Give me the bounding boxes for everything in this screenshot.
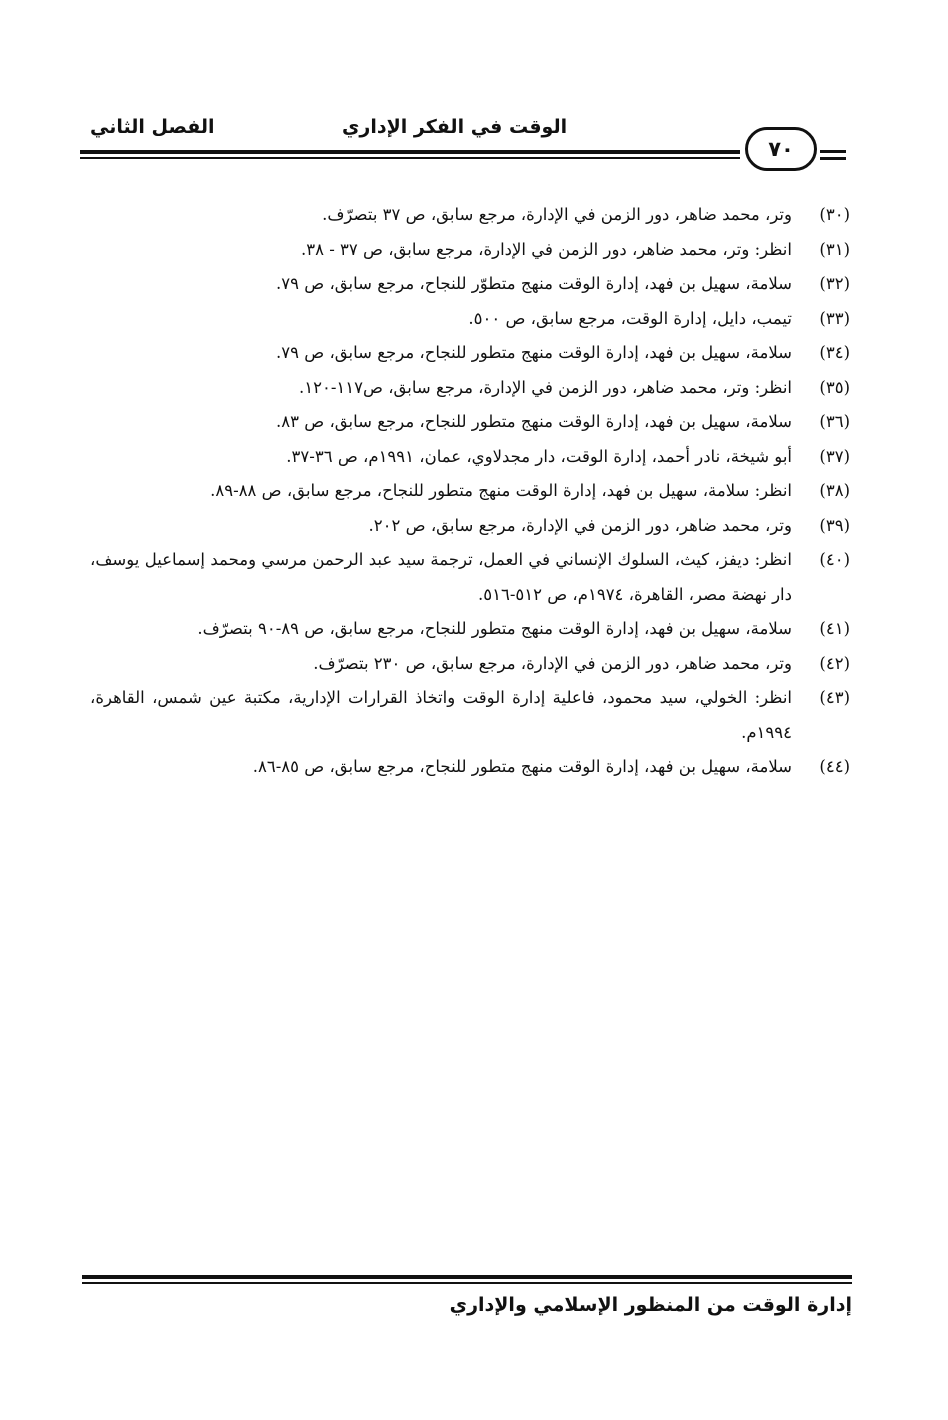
reference-item [90,371,850,406]
reference-item [90,750,850,785]
reference-text: وتر، محمد ضاهر، دور الزمن في الإدارة، مرجع سابق، ص ٣٧ بتصرّف. [322,205,792,224]
reference-text: انظر: الخولي، سيد محمود، فاعلية إدارة الوقت واتخاذ القرارات الإدارية، مكتبة عين شمس، القاهرة، ١٩٩٤م. [90,688,792,742]
reference-number: (٣٠) [819,205,850,224]
reference-item [90,474,850,509]
reference-number: (٤١) [819,619,850,638]
references-list [90,198,850,785]
reference-item [90,405,850,440]
reference-item [90,302,850,337]
header-rule-thin [80,157,740,159]
reference-item [90,233,850,268]
reference-number: (٣٥) [819,377,850,397]
header-rule-thick [80,150,740,154]
reference-text: أبو شيخة، نادر أحمد، إدارة الوقت، دار مجدلاوي، عمان، ١٩٩١م، ص ٣٦-٣٧. [286,446,792,466]
reference-item [90,267,850,302]
page-header [80,110,870,180]
footer-book-title: إدارة الوقت من المنظور الإسلامي والإداري [449,1294,852,1316]
page-number-badge [745,127,817,171]
chapter-title: الفصل الثاني [90,116,215,138]
reference-text: سلامة، سهيل بن فهد، إدارة الوقت منهج متطور للنجاح، مرجع سابق، ص ٧٩. [276,343,792,362]
reference-text: سلامة، سهيل بن فهد، إدارة الوقت منهج متطور للنجاح، مرجع سابق، ص ٨٣. [276,412,792,431]
running-title: الوقت في الفكر الإداري [342,116,568,138]
reference-item [90,440,850,475]
reference-text: تيمب، دايل، إدارة الوقت، مرجع سابق، ص ٥٠٠. [468,308,792,328]
footer-rule-thick [82,1275,852,1279]
reference-item [90,612,850,647]
reference-text: سلامة، سهيل بن فهد، إدارة الوقت منهج متطوّر للنجاح، مرجع سابق، ص ٧٩. [276,274,792,293]
badge-rule [820,150,846,153]
reference-text: انظر: وتر، محمد ضاهر، دور الزمن في الإدارة، مرجع سابق، ص١١٧-١٢٠. [299,377,792,397]
reference-item [90,543,850,612]
reference-text: سلامة، سهيل بن فهد، إدارة الوقت منهج متطور للنجاح، مرجع سابق، ص ٨٥-٨٦. [252,757,792,776]
reference-item [90,198,850,233]
reference-number: (٤٢) [819,653,850,673]
reference-number: (٤٣) [819,688,850,707]
reference-number: (٣٩) [819,515,850,535]
reference-number: (٣٢) [819,274,850,293]
page-number: ٧٠ [768,137,794,161]
reference-number: (٣٤) [819,343,850,362]
reference-item [90,509,850,544]
reference-number: (٣١) [819,239,850,259]
reference-number: (٤٤) [819,757,850,776]
reference-text: وتر، محمد ضاهر، دور الزمن في الإدارة، مرجع سابق، ص ٢٣٠ بتصرّف. [313,653,792,673]
reference-number: (٣٧) [819,446,850,466]
reference-text: انظر: وتر، محمد ضاهر، دور الزمن في الإدارة، مرجع سابق، ص ٣٧ - ٣٨. [300,239,792,259]
reference-text: انظر: سلامة، سهيل بن فهد، إدارة الوقت منهج متطور للنجاح، مرجع سابق، ص ٨٨-٨٩. [210,481,792,500]
footer-rule-thin [82,1282,852,1284]
reference-text: وتر، محمد ضاهر، دور الزمن في الإدارة، مرجع سابق، ص ٢٠٢. [368,515,792,535]
reference-item [90,681,850,750]
reference-item [90,336,850,371]
reference-number: (٣٦) [819,412,850,431]
reference-number: (٣٨) [819,481,850,500]
reference-text: انظر: ديفز، كيث، السلوك الإنساني في العمل، ترجمة سيد عبد الرحمن مرسي ومحمد إسماعيل يوسف، دار نهضة مصر، القاهرة، ١٩٧٤م، ص ٥١٢-٥١٦. [90,550,792,604]
reference-item [90,647,850,682]
badge-rule [820,157,846,160]
reference-number: (٤٠) [819,550,850,569]
reference-number: (٣٣) [819,308,850,328]
reference-text: سلامة، سهيل بن فهد، إدارة الوقت منهج متطور للنجاح، مرجع سابق، ص ٨٩-٩٠ بتصرّف. [197,619,792,638]
